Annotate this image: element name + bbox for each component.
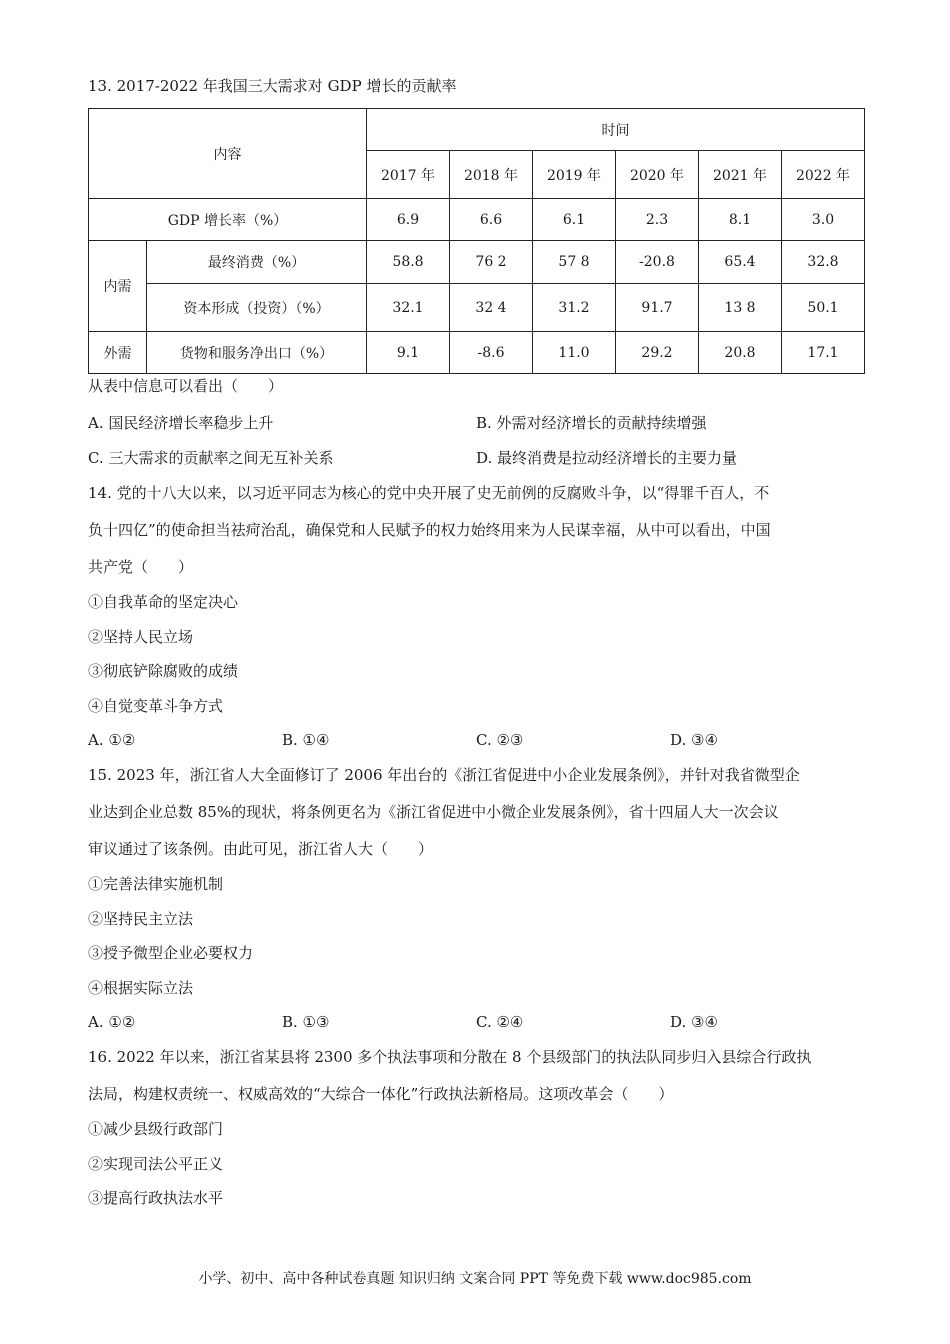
consumption-value: 32.8 xyxy=(782,241,865,284)
q15-item: ③授予微型企业必要权力 xyxy=(88,944,254,962)
q16-stem-line: 法局，构建权责统一、权威高效的“大综合一体化”行政执法新格局。这项改革会（ ） xyxy=(88,1085,674,1103)
q16-stem-line: 16. 2022 年以来，浙江省某县将 2300 多个执法事项和分散在 8 个县级部门的执法队同步归入县综合行政执 xyxy=(88,1048,812,1066)
gdp-value: 6.1 xyxy=(533,199,616,241)
q15-stem-line: 业达到企业总数 85%的现状，将条例更名为《浙江省促进中小微企业发展条例》，省十四届人大一次会议 xyxy=(88,803,779,821)
q14-item: ③彻底铲除腐败的成绩 xyxy=(88,662,239,680)
gdp-label: GDP 增长率（%） xyxy=(89,199,367,241)
q15-option-c[interactable]: C. ②④ xyxy=(476,1013,524,1031)
capital-value: 31.2 xyxy=(533,284,616,332)
capital-value: 32.1 xyxy=(367,284,450,332)
year-cell: 2017 年 xyxy=(367,151,450,199)
q13-stem: 从表中信息可以看出（ ） xyxy=(88,377,284,395)
capital-value: 13 8 xyxy=(699,284,782,332)
export-value: 17.1 xyxy=(782,332,865,374)
q15-stem-line: 15. 2023 年，浙江省人大全面修订了 2006 年出台的《浙江省促进中小企业发展条例》，并针对我省微型企 xyxy=(88,766,800,784)
header-time-cell: 时间 xyxy=(367,109,865,151)
capital-value: 50.1 xyxy=(782,284,865,332)
export-value: 9.1 xyxy=(367,332,450,374)
q16-item: ②实现司法公平正义 xyxy=(88,1155,224,1173)
q13-option-c[interactable]: C. 三大需求的贡献率之间无互补关系 xyxy=(88,449,334,467)
capital-value: 91.7 xyxy=(616,284,699,332)
consumption-value: -20.8 xyxy=(616,241,699,284)
gdp-value: 2.3 xyxy=(616,199,699,241)
gdp-value: 6.9 xyxy=(367,199,450,241)
domestic-demand-label: 内需 xyxy=(89,241,147,332)
q14-option-b[interactable]: B. ①④ xyxy=(282,731,330,749)
gdp-contribution-table xyxy=(88,108,865,374)
capital-row xyxy=(89,284,865,332)
q14-option-c[interactable]: C. ②③ xyxy=(476,731,524,749)
export-value: 11.0 xyxy=(533,332,616,374)
q13-option-a[interactable]: A. 国民经济增长率稳步上升 xyxy=(88,414,274,432)
year-cell: 2020 年 xyxy=(616,151,699,199)
capital-label: 资本形成（投资）（%） xyxy=(147,284,367,332)
consumption-row xyxy=(89,241,865,284)
q14-item: ②坚持人民立场 xyxy=(88,628,194,646)
q13-option-d[interactable]: D. 最终消费是拉动经济增长的主要力量 xyxy=(476,449,738,467)
gdp-row xyxy=(89,199,865,241)
year-cell: 2021 年 xyxy=(699,151,782,199)
year-cell: 2022 年 xyxy=(782,151,865,199)
page-footer: 小学、初中、高中各种试卷真题 知识归纳 文案合同 PPT 等免费下载 www.doc985.com xyxy=(198,1271,752,1287)
export-value: 20.8 xyxy=(699,332,782,374)
q14-stem-line: 负十四亿”的使命担当祛疴治乱，确保党和人民赋予的权力始终用来为人民谋幸福，从中可以看出，中国 xyxy=(88,521,771,539)
q15-item: ②坚持民主立法 xyxy=(88,910,194,928)
capital-value: 32 4 xyxy=(450,284,533,332)
export-row xyxy=(89,332,865,374)
q14-option-d[interactable]: D. ③④ xyxy=(670,731,718,749)
q14-stem-line: 14. 党的十八大以来，以习近平同志为核心的党中央开展了史无前例的反腐败斗争，以“得罪千百人，不 xyxy=(88,484,770,502)
q15-option-d[interactable]: D. ③④ xyxy=(670,1013,718,1031)
year-cell: 2018 年 xyxy=(450,151,533,199)
q15-stem-line: 审议通过了该条例。由此可见，浙江省人大（ ） xyxy=(88,840,434,858)
q14-option-a[interactable]: A. ①② xyxy=(88,731,136,749)
q15-item: ①完善法律实施机制 xyxy=(88,875,224,893)
q14-stem-line: 共产党（ ） xyxy=(88,558,194,576)
consumption-value: 57 8 xyxy=(533,241,616,284)
export-value: -8.6 xyxy=(450,332,533,374)
q13-title: 13. 2017-2022 年我国三大需求对 GDP 增长的贡献率 xyxy=(88,77,457,95)
export-value: 29.2 xyxy=(616,332,699,374)
consumption-value: 58.8 xyxy=(367,241,450,284)
q16-item: ①减少县级行政部门 xyxy=(88,1120,224,1138)
q15-item: ④根据实际立法 xyxy=(88,979,194,997)
external-demand-label: 外需 xyxy=(89,332,147,374)
gdp-value: 3.0 xyxy=(782,199,865,241)
q14-item: ①自我革命的坚定决心 xyxy=(88,593,239,611)
consumption-value: 76 2 xyxy=(450,241,533,284)
q15-option-a[interactable]: A. ①② xyxy=(88,1013,136,1031)
gdp-value: 8.1 xyxy=(699,199,782,241)
q16-item: ③提高行政执法水平 xyxy=(88,1189,224,1207)
export-label: 货物和服务净出口（%） xyxy=(147,332,367,374)
q14-item: ④自觉变革斗争方式 xyxy=(88,697,224,715)
consumption-label: 最终消费（%） xyxy=(147,241,367,284)
q13-option-b[interactable]: B. 外需对经济增长的贡献持续增强 xyxy=(476,414,707,432)
gdp-value: 6.6 xyxy=(450,199,533,241)
q15-option-b[interactable]: B. ①③ xyxy=(282,1013,330,1031)
consumption-value: 65.4 xyxy=(699,241,782,284)
header-content-cell: 内容 xyxy=(89,109,367,199)
year-cell: 2019 年 xyxy=(533,151,616,199)
